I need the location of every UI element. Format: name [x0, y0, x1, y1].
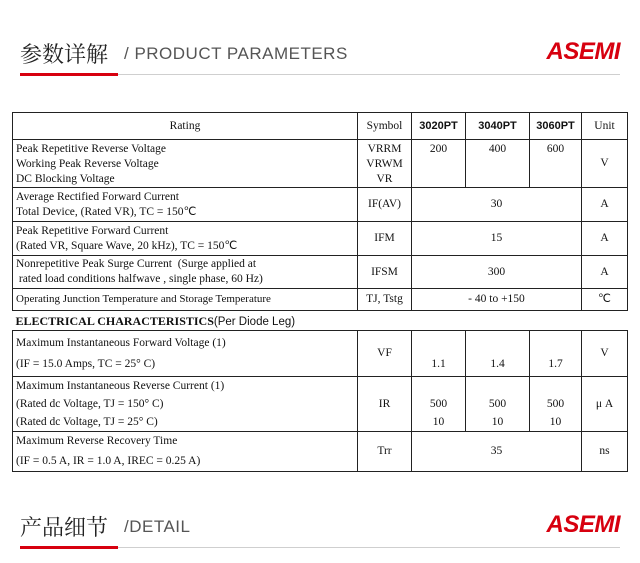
rating-line: Maximum Instantaneous Forward Voltage (1)	[16, 336, 226, 349]
unit-cell: V	[582, 140, 628, 188]
value-cell: 35	[412, 432, 582, 472]
rating-line: (IF = 15.0 Amps, TC = 25° C)	[16, 357, 156, 370]
section-title-cn: 产品细节	[20, 516, 109, 541]
symbol-cell: TJ, Tstg	[358, 289, 412, 311]
value-line: 500	[546, 398, 565, 410]
table-header-row	[13, 113, 628, 140]
detail-header	[20, 511, 620, 551]
rating-cell: Operating Junction Temperature and Storage Temperature	[13, 289, 358, 311]
parameters-header	[20, 38, 620, 78]
header-3020pt: 3020PT	[412, 113, 466, 140]
value-cell: - 40 to +150	[412, 289, 582, 311]
unit-cell: ns	[582, 432, 628, 472]
electrical-characteristics-heading	[13, 311, 628, 331]
header-symbol: Symbol	[358, 113, 412, 140]
table-row	[13, 377, 628, 432]
rating-line: Peak Repetitive Reverse Voltage	[16, 143, 166, 155]
symbol-line: VR	[376, 173, 393, 185]
value-line: 500	[429, 398, 448, 410]
rating-line: Maximum Reverse Recovery Time	[16, 435, 178, 447]
symbol-cell: IF(AV)	[358, 188, 412, 222]
section-heading-row	[13, 311, 628, 331]
table-row	[13, 222, 628, 256]
rating-cell	[13, 188, 358, 222]
value-3040pt: 400	[466, 140, 530, 188]
section-heading-light: (Per Diode Leg)	[213, 315, 296, 328]
table-row	[13, 432, 628, 472]
unit-cell: μ A	[582, 377, 628, 432]
value-3060pt	[530, 377, 582, 432]
section-title-en: /DETAIL	[124, 517, 191, 536]
header-rating: Rating	[13, 113, 358, 140]
rating-line: (Rated dc Voltage, TJ = 25° C)	[16, 416, 158, 428]
value-line: 500	[488, 398, 507, 410]
value-3040pt: 1.4	[466, 331, 530, 377]
unit-cell: ℃	[582, 289, 628, 311]
value-line: 10	[549, 416, 562, 428]
unit-cell: A	[582, 188, 628, 222]
rating-line: (Rated dc Voltage, TJ = 150° C)	[16, 398, 164, 410]
value-3060pt: 1.7	[530, 331, 582, 377]
rating-cell	[13, 377, 358, 432]
header-3060pt: 3060PT	[530, 113, 582, 140]
table-row	[13, 289, 628, 311]
asemi-logo: ASEMI	[546, 38, 620, 65]
header-unit: Unit	[582, 113, 628, 140]
symbol-cell: IR	[358, 377, 412, 432]
unit-cell: V	[582, 331, 628, 377]
symbol-cell	[358, 140, 412, 188]
table-row	[13, 331, 628, 377]
rating-line: Peak Repetitive Forward Current	[16, 224, 169, 237]
rating-line: (IF = 0.5 A, IR = 1.0 A, IREC = 0.25 A)	[16, 455, 201, 467]
rating-line: Total Device, (Rated VR), TC = 150℃	[16, 205, 197, 218]
table-row	[13, 140, 628, 188]
value-3060pt: 600	[530, 140, 582, 188]
rating-cell	[13, 222, 358, 256]
value-3020pt: 200	[412, 140, 466, 188]
rating-line: Average Rectified Forward Current	[16, 190, 179, 203]
value-cell: 30	[412, 188, 582, 222]
header-accent-bar	[20, 73, 118, 76]
unit-cell: A	[582, 256, 628, 289]
rating-line: Maximum Instantaneous Reverse Current (1)	[16, 380, 225, 392]
symbol-line: VRWM	[366, 158, 403, 170]
symbol-cell: IFM	[358, 222, 412, 256]
value-3040pt	[466, 377, 530, 432]
symbol-cell: IFSM	[358, 256, 412, 289]
rating-line: rated load conditions halfwave , single phase, 60 Hz)	[16, 273, 263, 285]
rating-line: (Rated VR, Square Wave, 20 kHz), TC = 150℃	[16, 239, 238, 252]
rating-cell	[13, 432, 358, 472]
table-row	[13, 188, 628, 222]
rating-cell	[13, 256, 358, 289]
section-title-en: / PRODUCT PARAMETERS	[124, 44, 348, 63]
value-cell: 15	[412, 222, 582, 256]
rating-cell	[13, 331, 358, 377]
table-row	[13, 256, 628, 289]
header-3040pt: 3040PT	[466, 113, 530, 140]
header-accent-bar	[20, 546, 118, 549]
value-3020pt: 1.1	[412, 331, 466, 377]
parameters-table	[12, 112, 628, 472]
value-line: 10	[432, 416, 445, 428]
symbol-cell: VF	[358, 331, 412, 377]
rating-line: Nonrepetitive Peak Surge Current (Surge applied at	[16, 258, 257, 270]
value-line: 10	[491, 416, 504, 428]
section-heading-bold: ELECTRICAL CHARACTERISTICS	[15, 313, 214, 328]
rating-line: DC Blocking Voltage	[16, 173, 115, 185]
symbol-line: VRRM	[367, 143, 402, 155]
unit-cell: A	[582, 222, 628, 256]
rating-cell	[13, 140, 358, 188]
value-cell: 300	[412, 256, 582, 289]
asemi-logo: ASEMI	[546, 511, 620, 538]
rating-line: Working Peak Reverse Voltage	[16, 158, 159, 170]
section-title-cn: 参数详解	[20, 43, 109, 68]
value-3020pt	[412, 377, 466, 432]
symbol-cell: Trr	[358, 432, 412, 472]
